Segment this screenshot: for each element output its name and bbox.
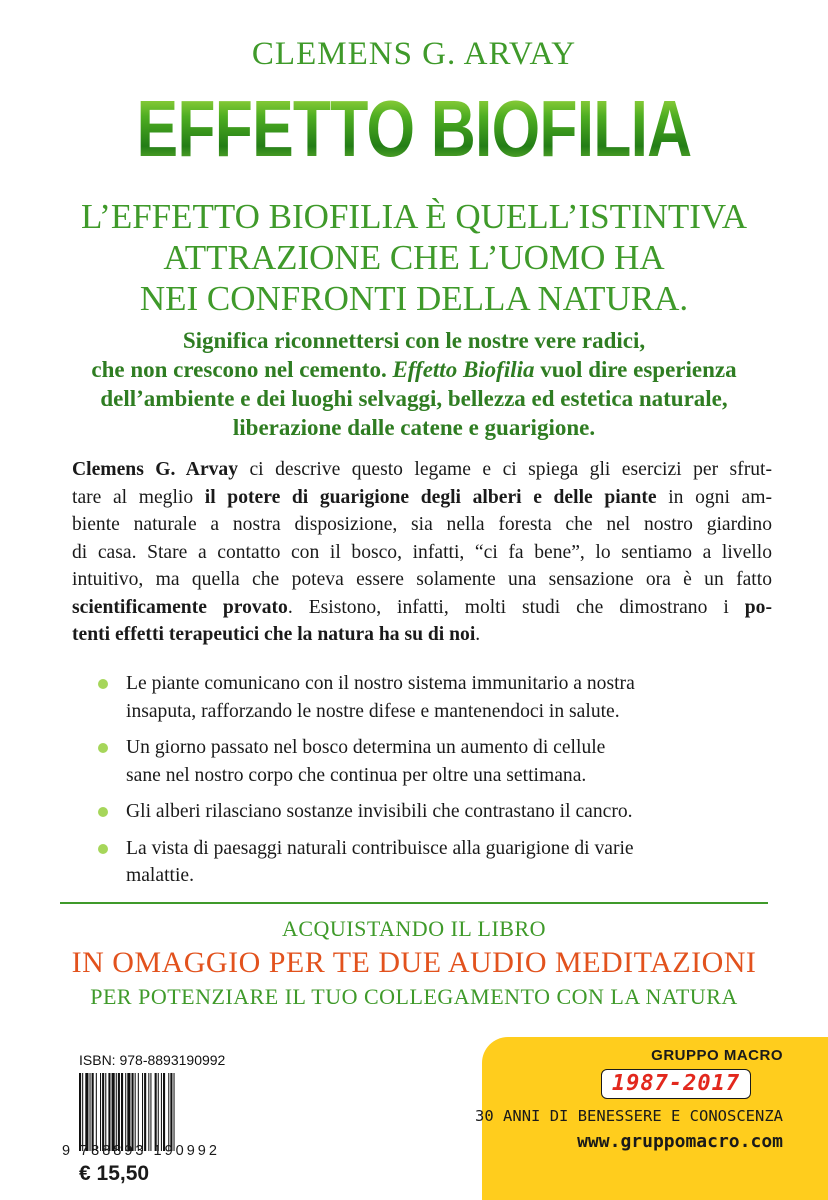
divider bbox=[60, 902, 768, 904]
subtitle-line: dell’ambiente e dei luoghi selvaggi, bellezza ed estetica naturale, bbox=[100, 386, 728, 411]
promo-headline: IN OMAGGIO PER TE DUE AUDIO MEDITAZIONI bbox=[71, 946, 757, 979]
highlight: tenti effetti terapeutici che la natura ha su di noi bbox=[72, 624, 476, 645]
bullet-text: Gli alberi rilasciano sostanze invisibili che contrastano il cancro. bbox=[126, 801, 633, 822]
publisher-badge bbox=[475, 1037, 828, 1200]
subtitle-line: Significa riconnettersi con le nostre vere radici, bbox=[182, 328, 646, 353]
subtitle-text: che non crescono nel cemento. bbox=[91, 357, 393, 382]
subtitle-italic-title: Effetto Biofilia bbox=[392, 357, 535, 382]
bullet-text: Un giorno passato nel bosco determina un aumento di cellule bbox=[126, 737, 606, 758]
tagline-line: NEI CONFRONTI DELLA NATURA. bbox=[139, 279, 689, 318]
publisher-slogan: 30 ANNI DI BENESSERE E CONOSCENZA bbox=[475, 1107, 783, 1125]
tagline-line: ATTRAZIONE CHE L’UOMO HA bbox=[163, 238, 665, 277]
bullet-dot-icon bbox=[98, 844, 108, 854]
anniversary-years: 1987-2017 bbox=[601, 1069, 751, 1099]
bullet-text: sane nel nostro corpo che continua per oltre una settimana. bbox=[126, 764, 587, 786]
description-line bbox=[72, 456, 772, 484]
bullet-dot-icon bbox=[98, 807, 108, 817]
author-ref: Clemens G. Arvay bbox=[72, 459, 239, 480]
description-line bbox=[72, 594, 772, 622]
highlight: po- bbox=[744, 596, 772, 618]
bullet-text: insaputa, rafforzando le nostre difese e mantenendoci in salute. bbox=[126, 700, 620, 722]
tagline-line: L’EFFETTO BIOFILIA È QUELL’ISTINTIVA bbox=[81, 197, 747, 236]
subtitle-line bbox=[0, 355, 828, 384]
tagline bbox=[0, 196, 828, 319]
description-line bbox=[72, 621, 772, 649]
description-text: in ogni am- bbox=[656, 486, 772, 508]
description-line: biente naturale a nostra disposizione, sia nella foresta che nel nostro giardino bbox=[72, 514, 772, 535]
subtitle-line: liberazione dalle catene e guarigione. bbox=[232, 415, 596, 440]
bullet-text: malattie. bbox=[126, 865, 195, 886]
bullet-item bbox=[98, 670, 778, 725]
bullet-dot-icon bbox=[98, 743, 108, 753]
price: € 15,50 bbox=[79, 1162, 150, 1185]
bullet-text: Le piante comunicano con il nostro sistema immunitario a nostra bbox=[126, 673, 635, 694]
bullet-item bbox=[98, 734, 778, 789]
publisher-name: GRUPPO MACRO bbox=[651, 1047, 783, 1064]
author-name: CLEMENS G. ARVAY bbox=[251, 36, 577, 72]
description-text: tare al meglio bbox=[72, 486, 205, 508]
description-line bbox=[72, 484, 772, 512]
description bbox=[72, 456, 772, 649]
promo-intro: ACQUISTANDO IL LIBRO bbox=[281, 916, 547, 941]
bullet-text: La vista di paesaggi naturali contribuisce alla guarigione di varie bbox=[126, 837, 634, 859]
description-text: ci descrive questo legame e ci spiega gli esercizi per sfrut- bbox=[238, 459, 772, 480]
bullet-item bbox=[98, 798, 778, 826]
barcode-icon bbox=[79, 1073, 253, 1151]
description-text: . Esistono, infatti, molti studi che dimostrano i bbox=[287, 596, 745, 618]
description-line: di casa. Stare a contatto con il bosco, infatti, “ci fa bene”, lo sentiamo a livello bbox=[72, 541, 772, 563]
bullet-item bbox=[98, 835, 778, 890]
subtitle-text: vuol dire esperienza bbox=[534, 357, 737, 382]
publisher-url: www.gruppomacro.com bbox=[577, 1131, 783, 1152]
promo-detail: PER POTENZIARE IL TUO COLLEGAMENTO CON LA NATURA bbox=[90, 984, 738, 1009]
description-text: . bbox=[475, 624, 481, 645]
isbn-label: ISBN: 978-8893190992 bbox=[79, 1052, 226, 1068]
barcode-digits: 9 788893 190992 bbox=[62, 1143, 220, 1159]
description-line: intuitivo, ma quella che poteva essere solamente una sensazione ora è un fatto bbox=[72, 569, 772, 590]
bullet-list bbox=[98, 670, 778, 899]
bullet-dot-icon bbox=[98, 679, 108, 689]
subtitle bbox=[0, 326, 828, 442]
highlight: il potere di guarigione degli alberi e delle piante bbox=[204, 486, 657, 508]
highlight: scientificamente provato bbox=[72, 596, 288, 618]
book-title: EFFETTO BIOFILIA bbox=[91, 86, 737, 172]
